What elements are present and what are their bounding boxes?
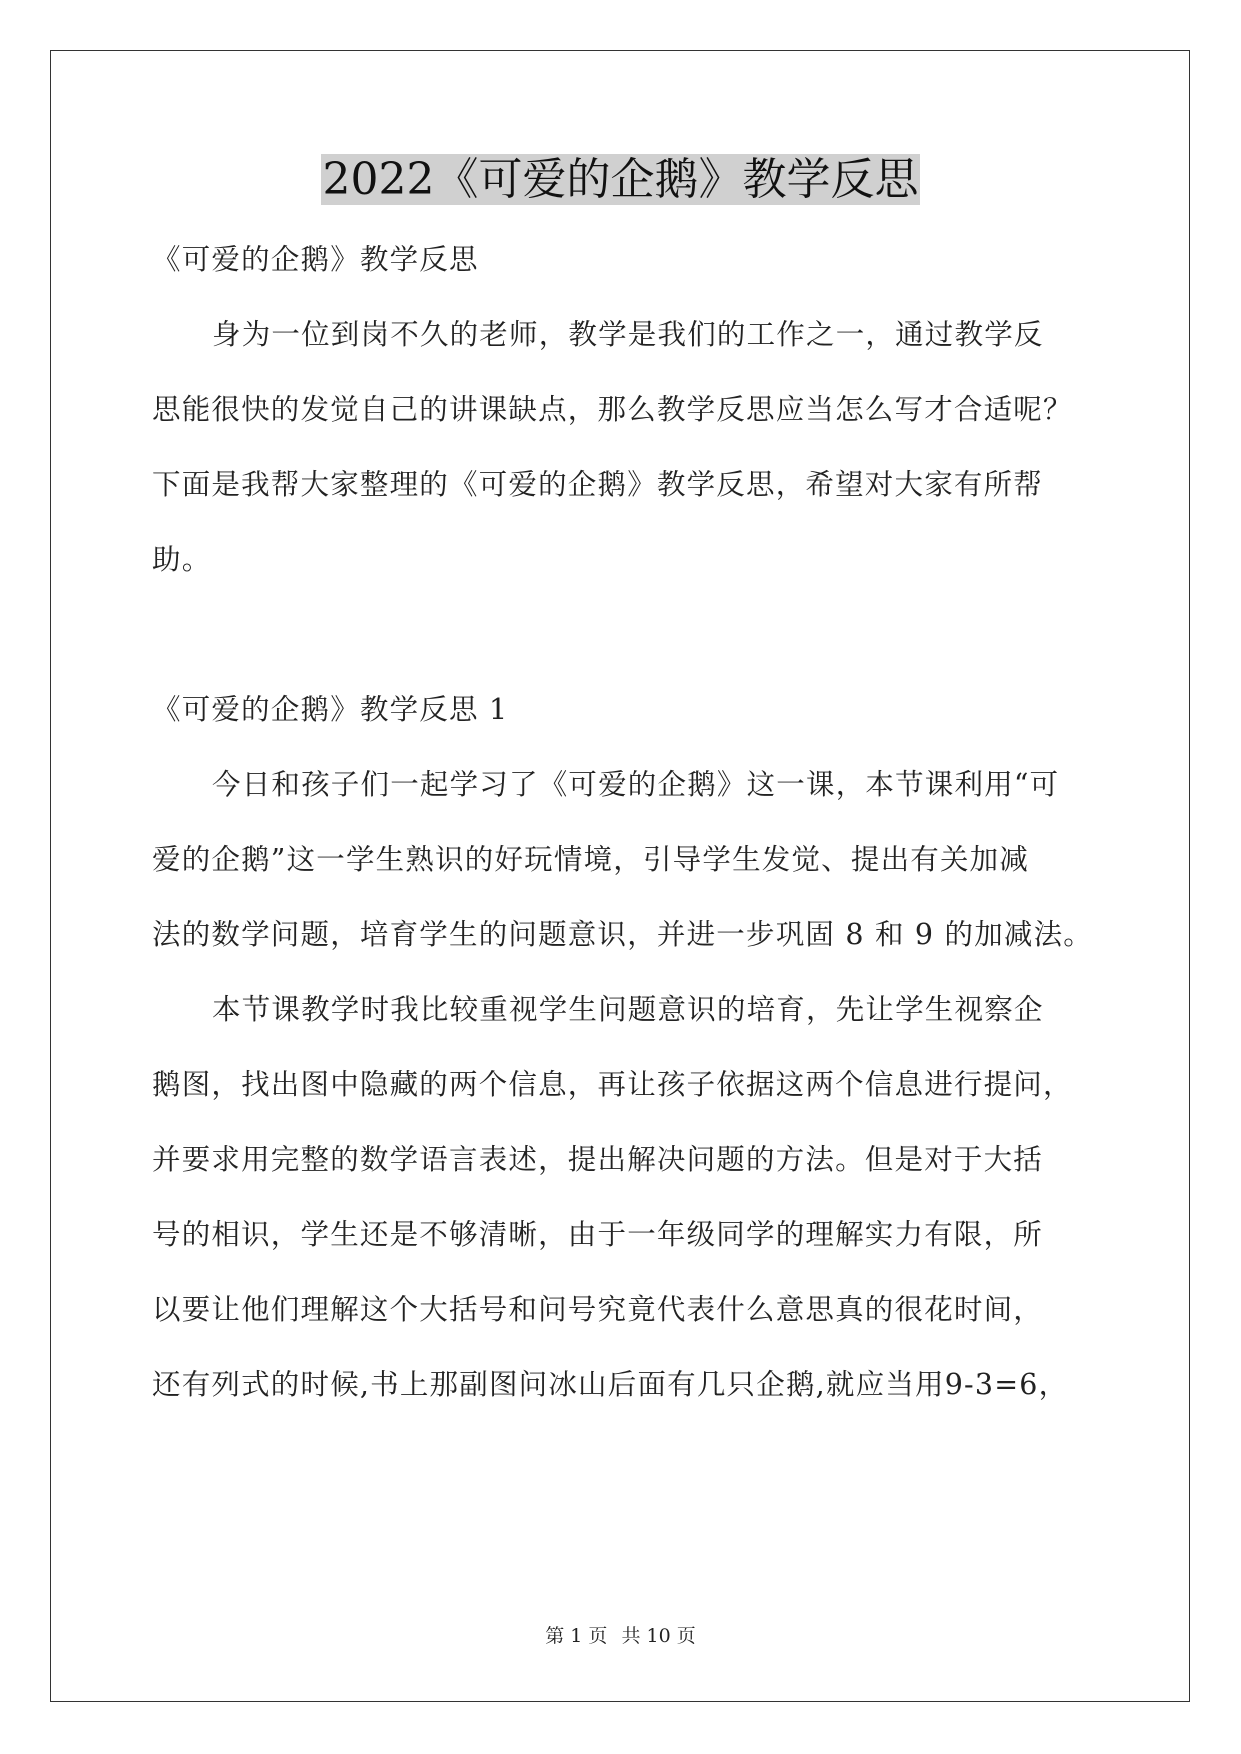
paragraph-line: 还有列式的时候,书上那副图问冰山后面有几只企鹅,就应当用9-3=6， [152,1368,1069,1401]
paragraph-line: 助。 [152,543,212,576]
paragraph-line: 号的相识，学生还是不够清晰，由于一年级同学的理解实力有限，所 [152,1218,1044,1251]
paragraph-line: 鹅图，找出图中隐藏的两个信息，再让孩子依据这两个信息进行提问， [152,1068,1073,1101]
paragraph-line: 以要让他们理解这个大括号和问号究竟代表什么意思真的很花时间， [152,1293,1044,1326]
section-heading-intro: 《可爱的企鹅》教学反思 [152,243,479,276]
paragraph-line: 并要求用完整的数学语言表述，提出解决问题的方法。但是对于大括 [152,1143,1044,1176]
document-title-text: 2022《可爱的企鹅》教学反思 [322,154,919,205]
paragraph-line: 法的数学问题，培育学生的问题意识，并进一步巩固 8 和 9 的加减法。 [152,918,1094,951]
page-footer [0,1624,1241,1648]
page-number: 第 1 页 [545,1625,608,1647]
paragraph-line: 本节课教学时我比较重视学生问题意识的培育，先让学生视察企 [212,993,1044,1026]
section-heading-1: 《可爱的企鹅》教学反思 1 [152,693,509,726]
document-title [0,148,1241,212]
paragraph-line: 爱的企鹅”这一学生熟识的好玩情境，引导学生发觉、提出有关加减 [152,843,1030,876]
paragraph-line: 身为一位到岗不久的老师，教学是我们的工作之一，通过教学反 [212,318,1044,351]
paragraph-line: 思能很快的发觉自己的讲课缺点，那么教学反思应当怎么写才合适呢？ [152,393,1073,426]
paragraph-line: 今日和孩子们一起学习了《可爱的企鹅》这一课，本节课利用“可 [212,768,1060,801]
paragraph-line: 下面是我帮大家整理的《可爱的企鹅》教学反思，希望对大家有所帮 [152,468,1044,501]
page-total: 共 10 页 [621,1625,696,1647]
